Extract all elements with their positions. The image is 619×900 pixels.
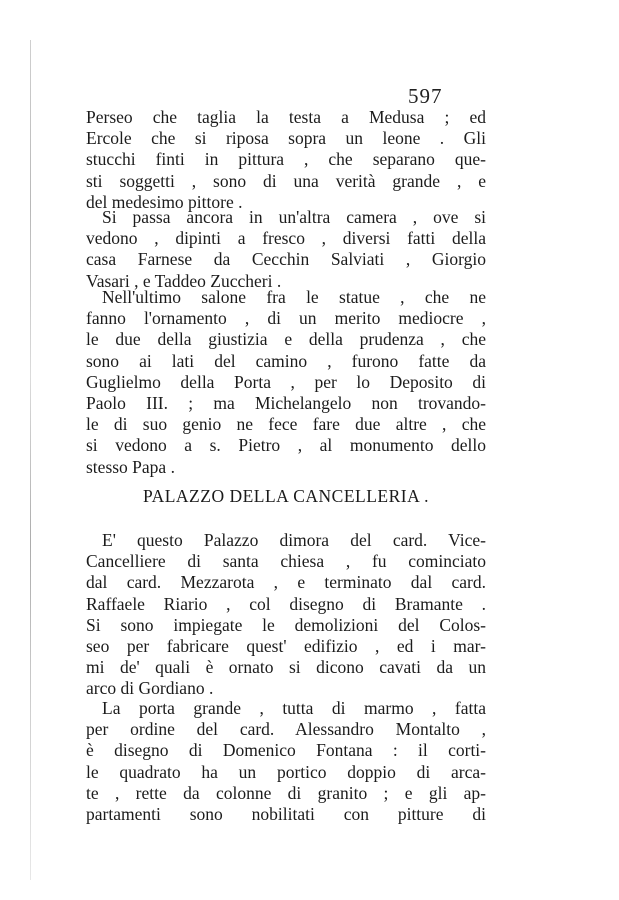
text-line: fanno l'ornamento , di un merito mediocre , — [86, 308, 486, 329]
text-line: Paolo III. ; ma Michelangelo non trovando- — [86, 392, 486, 413]
text-line: Guglielmo della Porta , per lo Deposito di — [86, 371, 486, 392]
text-line: le di suo genio ne fece fare due altre , che — [86, 414, 486, 435]
text-line: sono ai lati del camino , furono fatte da — [86, 350, 486, 371]
text-line: La porta grande , tutta di marmo , fatta — [102, 698, 486, 718]
paragraph-1 — [86, 107, 486, 213]
text-line: casa Farnese da Cecchin Salviati , Giorgio — [86, 249, 486, 270]
text-line: è disegno di Domenico Fontana : il corti- — [86, 740, 486, 761]
text-line: arco di Gordiano . — [86, 678, 214, 699]
text-line: stesso Papa . — [86, 456, 175, 477]
text-line: Si passa ancora in un'altra camera , ove si — [102, 207, 486, 227]
page-number: 597 — [408, 84, 443, 108]
paragraph-3 — [86, 287, 486, 478]
paragraph-2 — [86, 207, 486, 292]
binding-edge — [30, 40, 31, 880]
text-line: mi de' quali è ornato si dicono cavati da un — [86, 657, 486, 678]
text-line: seo per fabricare quest' edifizio , ed i mar- — [86, 635, 486, 656]
section-heading: PALAZZO DELLA CANCELLERIA . — [142, 486, 430, 506]
text-line: partamenti sono nobilitati con pitture di — [86, 803, 486, 824]
text-line: E' questo Palazzo dimora del card. Vice- — [102, 530, 486, 550]
text-line: te , rette da colonne di granito ; e gli ap- — [86, 782, 486, 803]
text-line: sti soggetti , sono di una verità grande , e — [86, 170, 486, 191]
text-line: Raffaele Riario , col disegno di Bramante . — [86, 593, 486, 614]
text-line: Ercole che si riposa sopra un leone . Gli — [86, 128, 486, 149]
text-line: Perseo che taglia la testa a Medusa ; ed — [86, 107, 486, 127]
paragraph-4 — [86, 530, 486, 700]
text-line: Nell'ultimo salone fra le statue , che ne — [102, 287, 486, 307]
text-line: stucchi finti in pittura , che separano que- — [86, 149, 486, 170]
text-line: del medesimo pittore . — [86, 191, 243, 212]
paragraph-5 — [86, 698, 486, 825]
text-line: le due della giustizia e della prudenza , che — [86, 329, 486, 350]
text-line: Cancelliere di santa chiesa , fu cominciato — [86, 551, 486, 572]
text-line: le quadrato ha un portico doppio di arca- — [86, 761, 486, 782]
text-line: dal card. Mezzarota , e terminato dal card. — [86, 572, 486, 593]
text-line: si vedono a s. Pietro , al monumento dello — [86, 435, 486, 456]
text-line: Si sono impiegate le demolizioni del Colos- — [86, 614, 486, 635]
text-line: per ordine del card. Alessandro Montalto , — [86, 719, 486, 740]
text-line: Vasari , e Taddeo Zuccheri . — [86, 270, 282, 291]
text-line: vedono , dipinti a fresco , diversi fatti della — [86, 228, 486, 249]
